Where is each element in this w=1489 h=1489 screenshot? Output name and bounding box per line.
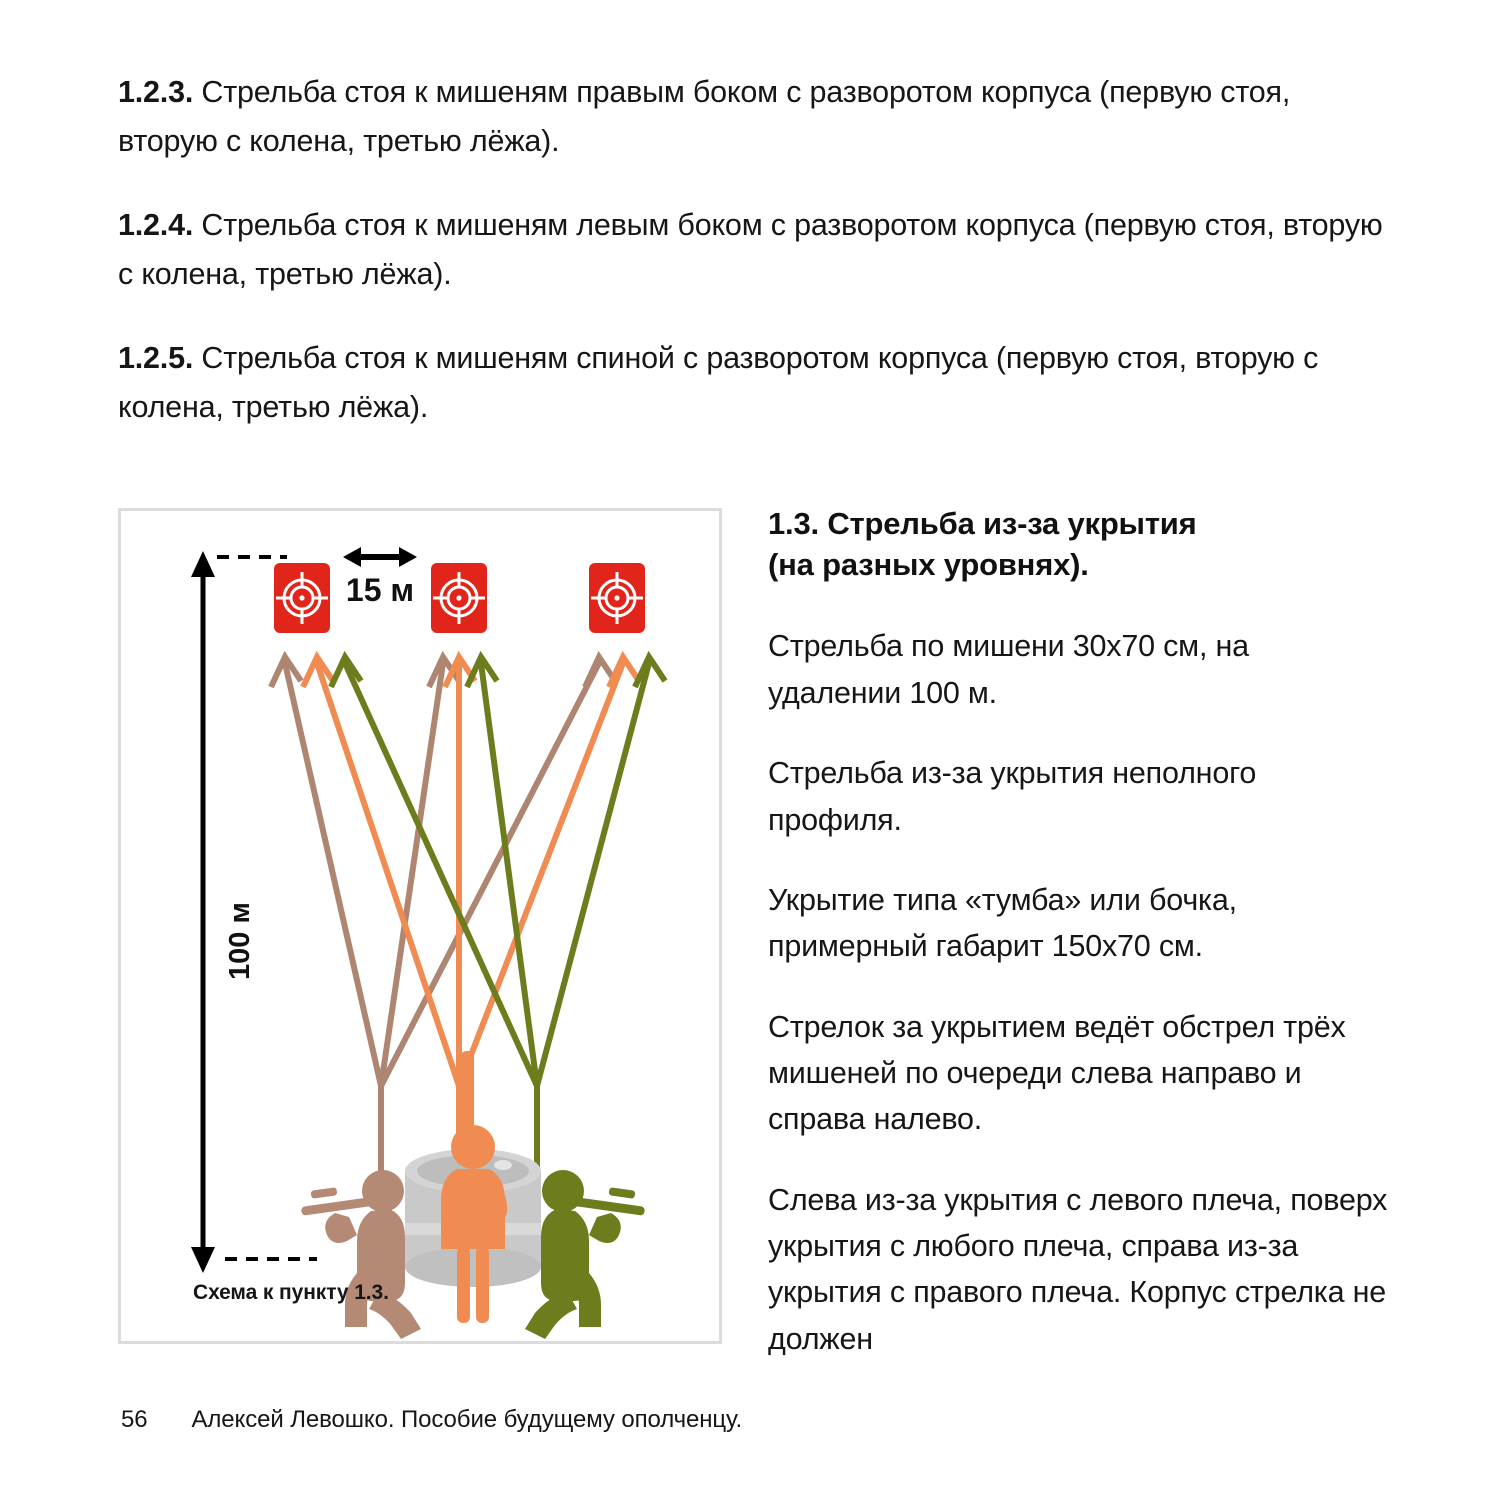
paragraph-1-2-4: [118, 201, 1383, 300]
paragraph-number: 1.2.4.: [118, 207, 194, 242]
shooter-left-kneeling: [301, 1170, 421, 1339]
trajectory-brown: [271, 657, 615, 1191]
diagram-caption: Схема к пункту 1.3.: [193, 1281, 389, 1304]
target-group: [274, 563, 645, 633]
paragraph-text: Стрельба стоя к мишеням правым боком с разворотом корпуса (первую стоя, вторую с колена, третью лёжа).: [118, 75, 1291, 159]
paragraph-text: Стрельба стоя к мишеням левым боком с разворотом корпуса (первую стоя, вторую с колена, третью лёжа).: [118, 207, 1383, 292]
footer-text: Алексей Левошко. Пособие будущему ополченцу.: [191, 1406, 743, 1433]
heading-line-1: 1.3. Стрельба из-за укрытия: [768, 506, 1197, 541]
page-footer: [121, 1406, 742, 1434]
section-paragraph-3: Укрытие типа «тумба» или бочка, примерный габарит 150x70 см.: [768, 882, 1237, 964]
section-paragraph-5: Слева из-за укрытия с левого плеча, поверх укрытия с любого плеча, справа из-за укрытия с правого плеча. Корпус стрелка не должен: [768, 1182, 1388, 1356]
shooter-right-kneeling: [525, 1170, 645, 1339]
section-paragraph-2: Стрельба из-за укрытия неполного профиля.: [768, 756, 1257, 837]
target-1: [274, 563, 330, 633]
range-schematic: [121, 511, 725, 1347]
paragraph-number: 1.2.5.: [118, 340, 194, 375]
diagram-figure: [118, 508, 722, 1344]
section-paragraph-4: Стрелок за укрытием ведёт обстрел трёх мишеней по очереди слева направо и справа налево.: [768, 1009, 1346, 1137]
distance-label: 100 м: [224, 902, 256, 980]
target-3: [589, 563, 645, 633]
section-paragraph-1: Стрельба по мишени 30x70 см, на удалении 100 м.: [768, 629, 1249, 710]
paragraph-1-2-5: [118, 334, 1383, 433]
paragraph-text: Стрельба стоя к мишеням спиной с разворотом корпуса (первую стоя, вторую с колена, третью лёжа).: [118, 340, 1319, 425]
heading-line-2: (на разных уровнях).: [768, 547, 1089, 583]
section-heading: [768, 503, 1388, 585]
paragraph-1-2-3: [118, 68, 1383, 167]
spacing-label: 15 м: [345, 572, 415, 608]
paragraph-number: 1.2.3.: [118, 75, 194, 109]
target-2: [431, 563, 487, 633]
page-number: 56: [121, 1406, 148, 1433]
section-1-3: [768, 503, 1388, 1362]
spacing-indicator: [343, 547, 417, 567]
numbered-paragraph-list: [118, 68, 1383, 466]
